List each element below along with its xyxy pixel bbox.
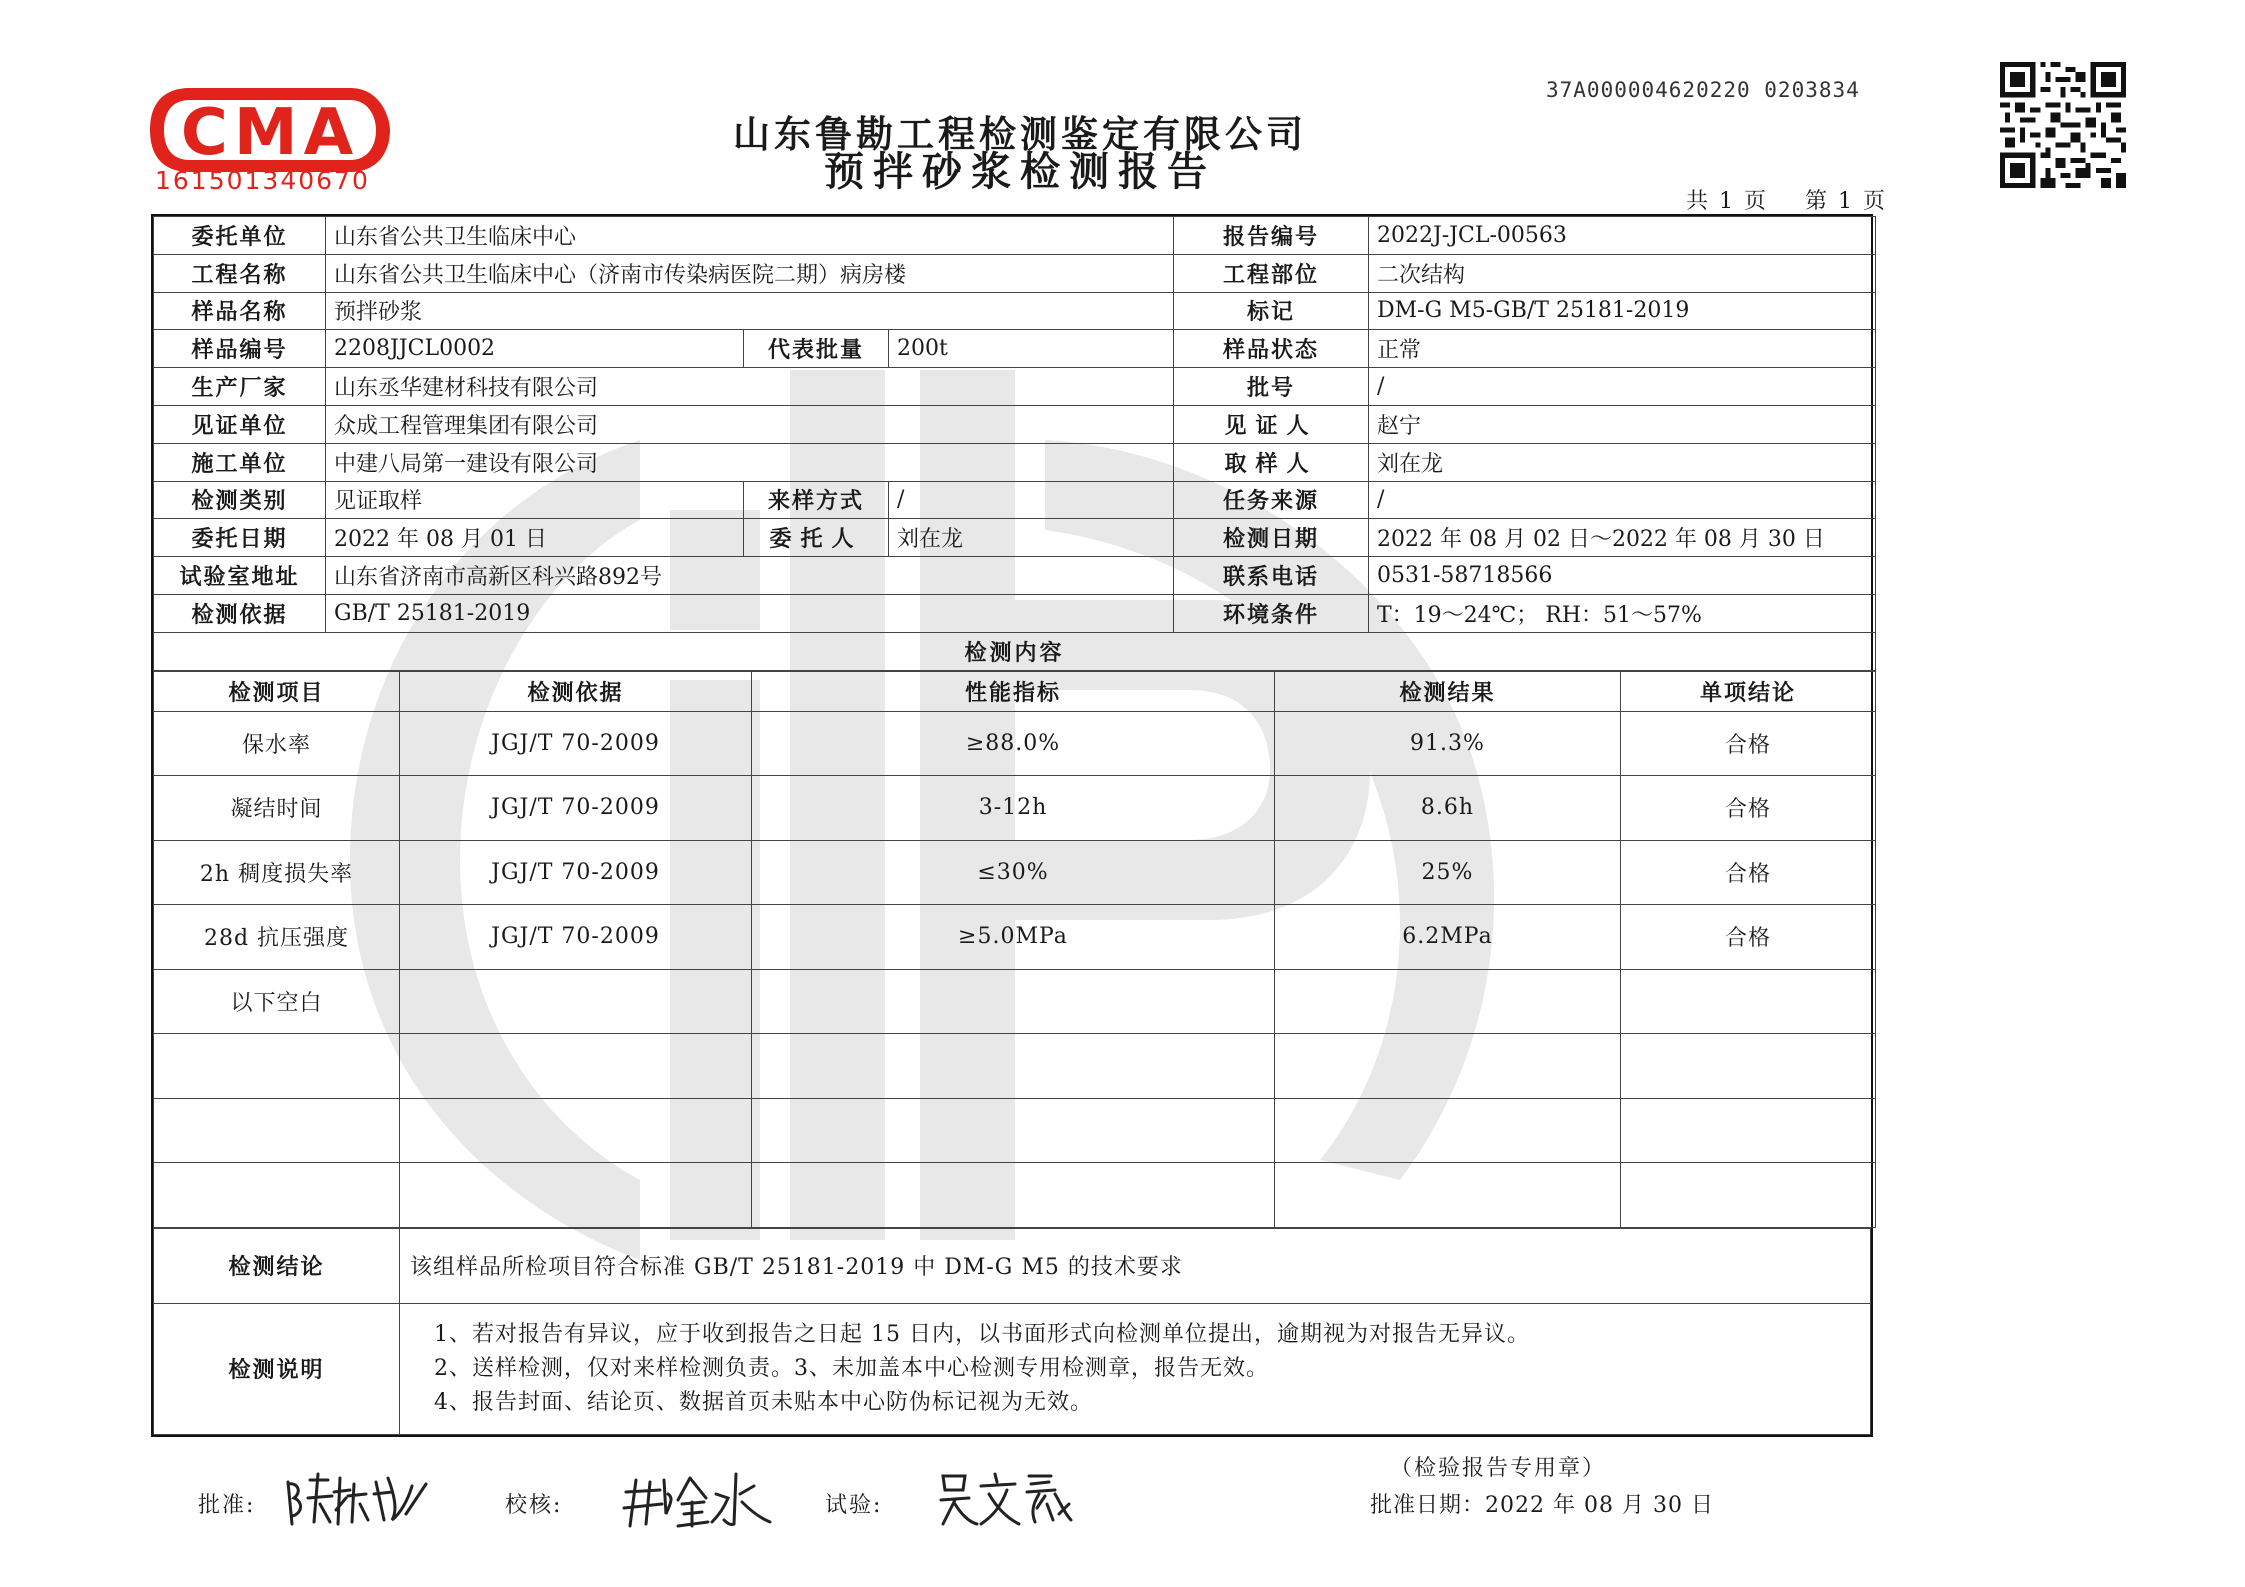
info-table — [153, 216, 1876, 671]
notes-text — [400, 1303, 1871, 1434]
page-indicator — [1680, 184, 1887, 215]
mark-label: 标记 — [1174, 292, 1369, 330]
results-table — [153, 671, 1876, 1228]
table-cell — [1275, 1098, 1621, 1163]
sample-no-label: 样品编号 — [154, 330, 326, 368]
task-source-label: 任务来源 — [1174, 481, 1369, 519]
witness-value: 赵宁 — [1369, 405, 1876, 443]
cma-number: 161501340670 — [155, 166, 370, 195]
table-row — [154, 711, 1876, 776]
notes-label: 检测说明 — [154, 1303, 400, 1434]
table-cell — [1621, 1098, 1876, 1163]
batch-value: 200t — [889, 330, 1174, 368]
table-cell: 6.2MPa — [1275, 905, 1621, 970]
notes-line: 1、若对报告有异议，应于收到报告之日起 15 日内，以书面形式向检测单位提出，逾期视为对报告无异议。 — [434, 1321, 1530, 1347]
witness-unit-label: 见证单位 — [154, 405, 326, 443]
table-cell: ≥5.0MPa — [752, 905, 1275, 970]
table-cell — [1621, 969, 1876, 1034]
table-cell: 合格 — [1621, 905, 1876, 970]
conclusion-text: 该组样品所检项目符合标准 GB/T 25181-2019 中 DM-G M5 的技术要求 — [400, 1228, 1871, 1303]
table-cell: 28d 抗压强度 — [154, 905, 400, 970]
report-no-value: 2022J-JCL-00563 — [1369, 217, 1876, 255]
info-row — [154, 330, 1876, 368]
env-value: T：19～24℃； RH：51～57% — [1369, 594, 1876, 632]
env-label: 环境条件 — [1174, 594, 1369, 632]
page-total: 共 1 页 — [1686, 189, 1768, 214]
phone-label: 联系电话 — [1174, 557, 1369, 595]
sample-no-value: 2208JJCL0002 — [326, 330, 744, 368]
table-cell — [400, 1034, 752, 1099]
table-cell: ≥88.0% — [752, 711, 1275, 776]
info-row — [154, 557, 1876, 595]
column-header: 检测结果 — [1275, 671, 1621, 711]
table-cell — [400, 1098, 752, 1163]
notes-row — [154, 1303, 1871, 1434]
table-cell — [154, 1098, 400, 1163]
review-signature — [620, 1464, 780, 1534]
table-row — [154, 1098, 1876, 1163]
approve-date: 批准日期：2022 年 08 月 30 日 — [1370, 1493, 1714, 1518]
construction-label: 施工单位 — [154, 443, 326, 481]
test-label: 试验: — [825, 1493, 883, 1518]
manufacturer-value: 山东丞华建材科技有限公司 — [326, 368, 1174, 406]
basis-label: 检测依据 — [154, 594, 326, 632]
conclusion-table — [153, 1228, 1871, 1435]
table-cell — [1621, 1034, 1876, 1099]
sample-state-label: 样品状态 — [1174, 330, 1369, 368]
sampler-value: 刘在龙 — [1369, 443, 1876, 481]
report-sheet — [151, 214, 1873, 1437]
project-label: 工程名称 — [154, 254, 326, 292]
table-cell: 91.3% — [1275, 711, 1621, 776]
test-date-label: 检测日期 — [1174, 519, 1369, 557]
sample-mode-value: / — [889, 481, 1174, 519]
commission-date-value: 2022 年 08 月 01 日 — [326, 519, 744, 557]
report-no-label: 报告编号 — [1174, 217, 1369, 255]
table-cell: 合格 — [1621, 711, 1876, 776]
info-row — [154, 481, 1876, 519]
table-cell — [1621, 1163, 1876, 1228]
table-cell — [154, 1034, 400, 1099]
table-row — [154, 905, 1876, 970]
cma-logo-text: CMA — [180, 96, 360, 170]
table-cell — [752, 1034, 1275, 1099]
table-cell: 保水率 — [154, 711, 400, 776]
table-cell: 凝结时间 — [154, 776, 400, 841]
table-cell — [1275, 969, 1621, 1034]
test-signature — [935, 1464, 1075, 1534]
table-cell: ≤30% — [752, 840, 1275, 905]
serial-number: 37A000004620220 0203834 — [1546, 78, 1860, 102]
page-current: 第 1 页 — [1804, 189, 1887, 214]
table-cell: JGJ/T 70-2009 — [400, 840, 752, 905]
table-cell — [752, 1163, 1275, 1228]
report-title: 预拌砂浆检测报告 — [824, 149, 1216, 195]
task-source-value: / — [1369, 481, 1876, 519]
results-header-row — [154, 671, 1876, 711]
lab-address-value: 山东省济南市高新区科兴路892号 — [326, 557, 1174, 595]
manufacturer-label: 生产厂家 — [154, 368, 326, 406]
batch-label: 代表批量 — [744, 330, 889, 368]
table-cell — [1275, 1163, 1621, 1228]
table-cell — [752, 1098, 1275, 1163]
table-cell: JGJ/T 70-2009 — [400, 711, 752, 776]
construction-value: 中建八局第一建设有限公司 — [326, 443, 1174, 481]
commissioner-value: 刘在龙 — [889, 519, 1174, 557]
table-cell — [400, 1163, 752, 1228]
commission-date-label: 委托日期 — [154, 519, 326, 557]
table-cell: 合格 — [1621, 840, 1876, 905]
notes-line: 4、报告封面、结论页、数据首页未贴本中心防伪标记视为无效。 — [434, 1389, 1093, 1415]
lot-value: / — [1369, 368, 1876, 406]
conclusion-row — [154, 1228, 1871, 1303]
table-cell: 3-12h — [752, 776, 1275, 841]
info-row — [154, 405, 1876, 443]
sample-mode-label: 来样方式 — [744, 481, 889, 519]
test-type-label: 检测类别 — [154, 481, 326, 519]
table-cell: 2h 稠度损失率 — [154, 840, 400, 905]
stamp-note: （检验报告专用章） — [1390, 1456, 1607, 1481]
sample-state-value: 正常 — [1369, 330, 1876, 368]
column-header: 单项结论 — [1621, 671, 1876, 711]
table-cell: JGJ/T 70-2009 — [400, 776, 752, 841]
table-cell — [154, 1163, 400, 1228]
sampler-label: 取样人 — [1174, 443, 1369, 481]
client-label: 委托单位 — [154, 217, 326, 255]
table-cell — [752, 969, 1275, 1034]
test-date-value: 2022 年 08 月 02 日～2022 年 08 月 30 日 — [1369, 519, 1876, 557]
info-row — [154, 217, 1876, 255]
sample-name-label: 样品名称 — [154, 292, 326, 330]
table-row — [154, 840, 1876, 905]
info-row — [154, 443, 1876, 481]
table-row — [154, 1163, 1876, 1228]
info-row — [154, 292, 1876, 330]
lot-label: 批号 — [1174, 368, 1369, 406]
approve-label: 批准: — [198, 1493, 256, 1518]
table-cell: 以下空白 — [154, 969, 400, 1034]
info-row — [154, 254, 1876, 292]
witness-unit-value: 众成工程管理集团有限公司 — [326, 405, 1174, 443]
lab-address-label: 试验室地址 — [154, 557, 326, 595]
table-cell — [1275, 1034, 1621, 1099]
table-cell: 8.6h — [1275, 776, 1621, 841]
phone-value: 0531-58718566 — [1369, 557, 1876, 595]
section-title-row — [154, 632, 1876, 670]
table-cell: 合格 — [1621, 776, 1876, 841]
mark-value: DM-G M5-GB/T 25181-2019 — [1369, 292, 1876, 330]
part-label: 工程部位 — [1174, 254, 1369, 292]
table-row — [154, 776, 1876, 841]
client-value: 山东省公共卫生临床中心 — [326, 217, 1174, 255]
table-row — [154, 1034, 1876, 1099]
commissioner-label: 委托人 — [744, 519, 889, 557]
notes-line: 2、送样检测，仅对来样检测负责。3、未加盖本中心检测专用检测章，报告无效。 — [434, 1355, 1269, 1381]
info-row — [154, 519, 1876, 557]
project-value: 山东省公共卫生临床中心（济南市传染病医院二期）病房楼 — [326, 254, 1174, 292]
approve-signature — [280, 1464, 430, 1534]
table-cell: JGJ/T 70-2009 — [400, 905, 752, 970]
table-cell: 25% — [1275, 840, 1621, 905]
table-cell — [400, 969, 752, 1034]
test-type-value: 见证取样 — [326, 481, 744, 519]
info-row — [154, 594, 1876, 632]
sample-name-value: 预拌砂浆 — [326, 292, 1174, 330]
conclusion-label: 检测结论 — [154, 1228, 400, 1303]
section-title: 检测内容 — [154, 632, 1876, 670]
basis-value: GB/T 25181-2019 — [326, 594, 1174, 632]
column-header: 性能指标 — [752, 671, 1275, 711]
part-value: 二次结构 — [1369, 254, 1876, 292]
info-row — [154, 368, 1876, 406]
review-label: 校核: — [505, 1493, 563, 1518]
table-row — [154, 969, 1876, 1034]
company-name: 山东鲁勘工程检测鉴定有限公司 — [733, 113, 1307, 156]
column-header: 检测项目 — [154, 671, 400, 711]
column-header: 检测依据 — [400, 671, 752, 711]
witness-label: 见证人 — [1174, 405, 1369, 443]
